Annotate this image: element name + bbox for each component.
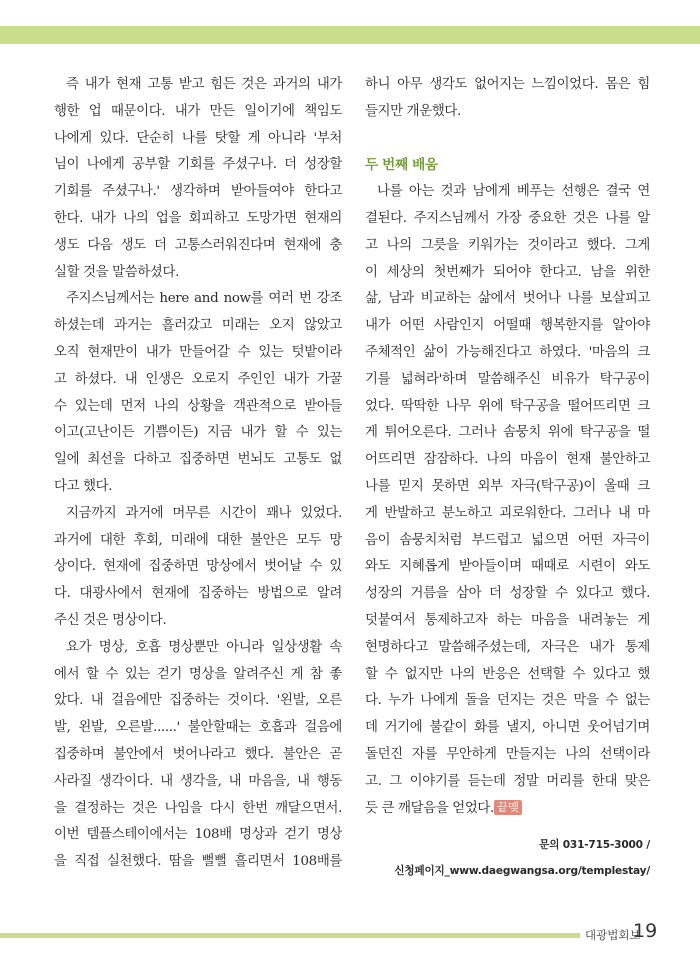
text-line: 할 수 없지만 나의 반응은 선택할 수 있다고 했 — [365, 666, 650, 682]
text-line: 하니 아무 생각도 없어지는 느낌이었다. 몸은 힘 — [365, 77, 650, 92]
text-line: 생도 다음 생도 더 고통스러워진다며 현재에 충 — [54, 237, 342, 253]
paragraph-gap — [365, 126, 650, 153]
text-line: 이 세상의 첫번째가 되어야 한다고. 남을 위한 — [365, 264, 650, 280]
text-line: 었다. 딱딱한 나무 위에 탁구공을 떨어뜨리면 크 — [365, 398, 650, 414]
text-line: 오직 현재만이 내가 만들어갈 수 있는 텃밭이라 — [54, 344, 342, 360]
text-line: 와도 지혜롭게 받아들이며 때때로 시련이 와도 — [365, 559, 650, 575]
text-line: 나를 믿지 못하면 외부 자극(탁구공)이 올때 크 — [365, 478, 650, 494]
text-line: 에서 할 수 있는 걷기 명상을 알려주신 게 참 좋 — [54, 666, 342, 682]
text-line: 하셨는데 과거는 흘러갔고 미래는 오지 않았고 — [54, 318, 342, 334]
text-line: 행한 업 때문이다. 내가 만든 일이기에 책임도 — [54, 103, 342, 119]
text-line: 을 직접 실천했다. 땀을 뻘뻘 흘리면서 108배를 — [54, 854, 342, 870]
text-line: 돌던진 자를 무안하게 만들지는 나의 선택이라 — [365, 746, 650, 762]
text-line: 기회를 주셨구나.' 생각하며 받아들여야 한다고 — [54, 184, 342, 200]
left-column — [54, 72, 342, 876]
page-number: 19 — [633, 920, 658, 942]
text-line: 사라질 생각이다. 내 생각을, 내 마음을, 내 행동 — [54, 773, 342, 789]
text-line: 요가 명상, 호흡 명상뿐만 아니라 일상생활 속 — [66, 639, 342, 655]
text-line: 데 거기에 불같이 화를 낼지, 아니면 웃어넘기며 — [365, 720, 650, 736]
final-line-text: 듯 큰 깨달음을 얻었다. — [365, 800, 494, 816]
right-column-body — [365, 179, 650, 795]
top-accent-bar — [0, 26, 700, 44]
text-line: 았다. 내 걸음에만 집중하는 것이다. '왼발, 오른 — [54, 693, 342, 709]
contact-phone: 문의 031-715-3000 / — [539, 839, 650, 852]
text-line: 님이 나에게 공부할 기회를 주셨구나. 더 성장할 — [54, 157, 342, 173]
final-line — [365, 796, 650, 823]
text-line: 고 하셨다. 내 인생은 오로지 주인인 내가 가꿀 — [54, 371, 342, 387]
text-line: 게 튀어오른다. 그러나 솜뭉치 위에 탁구공을 떨 — [365, 425, 650, 441]
footer-label: 대광법회보 — [585, 928, 641, 942]
text-line: 결된다. 주지스님께서 가장 중요한 것은 나를 알 — [365, 210, 650, 226]
text-line: 현명하다고 말씀해주셨는데, 자극은 내가 통제 — [365, 639, 650, 655]
text-line: 나를 아는 것과 남에게 베푸는 선행은 결국 연 — [377, 184, 650, 200]
right-column — [365, 72, 650, 880]
text-line: 고 나의 그릇을 키워가는 것이라고 했다. 그게 — [365, 237, 650, 253]
text-line: 게 반발하고 분노하고 괴로워한다. 그러나 내 마 — [365, 505, 650, 521]
text-line: 이고(고난이든 기쁨이든) 지금 내가 할 수 있는 — [54, 425, 342, 441]
text-line: 주지스님께서는 here and now를 여러 번 강조 — [66, 291, 342, 307]
contact-web-link[interactable]: 신청페이지_www.daegwangsa.org/templestay/ — [394, 865, 650, 878]
section-heading: 두 번째 배움 — [365, 157, 438, 174]
text-line: 주체적인 삶이 가능해진다고 하였다. '마음의 크 — [365, 344, 650, 360]
text-line: 어뜨리면 잠잠하다. 나의 마음이 현재 불안하고 — [365, 452, 650, 468]
text-line: 즉 내가 현재 고통 받고 힘든 것은 과거의 내가 — [66, 77, 342, 92]
right-column-intro — [365, 72, 650, 126]
text-line: 일에 최선을 다하고 집중하면 번뇌도 고통도 없 — [54, 452, 342, 468]
end-badge: 끝맺 — [494, 800, 522, 815]
text-line: 주신 것은 명상이다. — [54, 612, 167, 628]
text-line: 덧붙여서 통제하고자 하는 마음을 내려놓는 게 — [365, 612, 650, 628]
text-line: 발, 왼발, 오른발......' 불안할때는 호흡과 걸음에 — [54, 720, 342, 736]
footer-accent-bar — [0, 933, 580, 938]
text-line: 과거에 대한 후회, 미래에 대한 불안은 모두 망 — [54, 532, 342, 548]
text-line: 다. 대광사에서 현재에 집중하는 방법으로 알려 — [54, 586, 342, 602]
text-line: 내가 어떤 사람인지 어떨때 행복한지를 알아야 — [365, 318, 650, 334]
text-line: 집중하며 불안에서 벗어나라고 했다. 불안은 곧 — [54, 746, 342, 762]
text-line: 음이 솜뭉치처럼 부드럽고 넓으면 어떤 자극이 — [365, 532, 650, 548]
text-line: 다. 누가 나에게 돌을 던지는 것은 막을 수 없는 — [365, 693, 650, 709]
text-line: 삶, 남과 비교하는 삶에서 벗어나 나를 보살피고 — [365, 291, 650, 307]
text-line: 수 있는데 먼저 나의 상황을 객관적으로 받아들 — [54, 398, 342, 414]
text-line: 다고 했다. — [54, 478, 113, 494]
text-line: 실할 것을 말씀하셨다. — [54, 264, 179, 280]
text-line: 을 결정하는 것은 나임을 다시 한번 깨달으면서. — [54, 800, 342, 816]
text-line: 들지만 개운했다. — [365, 103, 461, 119]
text-line: 기를 넓혀라'하며 말씀해주신 비유가 탁구공이 — [365, 371, 650, 387]
text-line: 이번 템플스테이에서는 108배 명상과 걷기 명상 — [54, 827, 342, 843]
text-line: 나에게 있다. 단순히 나를 탓할 게 아니라 '부처 — [54, 130, 342, 146]
text-line: 한다. 내가 나의 업을 회피하고 도망가면 현재의 — [54, 210, 342, 226]
text-line: 고. 그 이야기를 듣는데 정말 머리를 한대 맞은 — [365, 773, 650, 789]
text-line: 상이다. 현재에 집중하면 망상에서 벗어날 수 있 — [54, 559, 342, 575]
text-line: 지금까지 과거에 머무른 시간이 꽤나 있었다. — [66, 505, 342, 521]
text-line: 성장의 거름을 삼아 더 성장할 수 있다고 했다. — [365, 586, 650, 602]
